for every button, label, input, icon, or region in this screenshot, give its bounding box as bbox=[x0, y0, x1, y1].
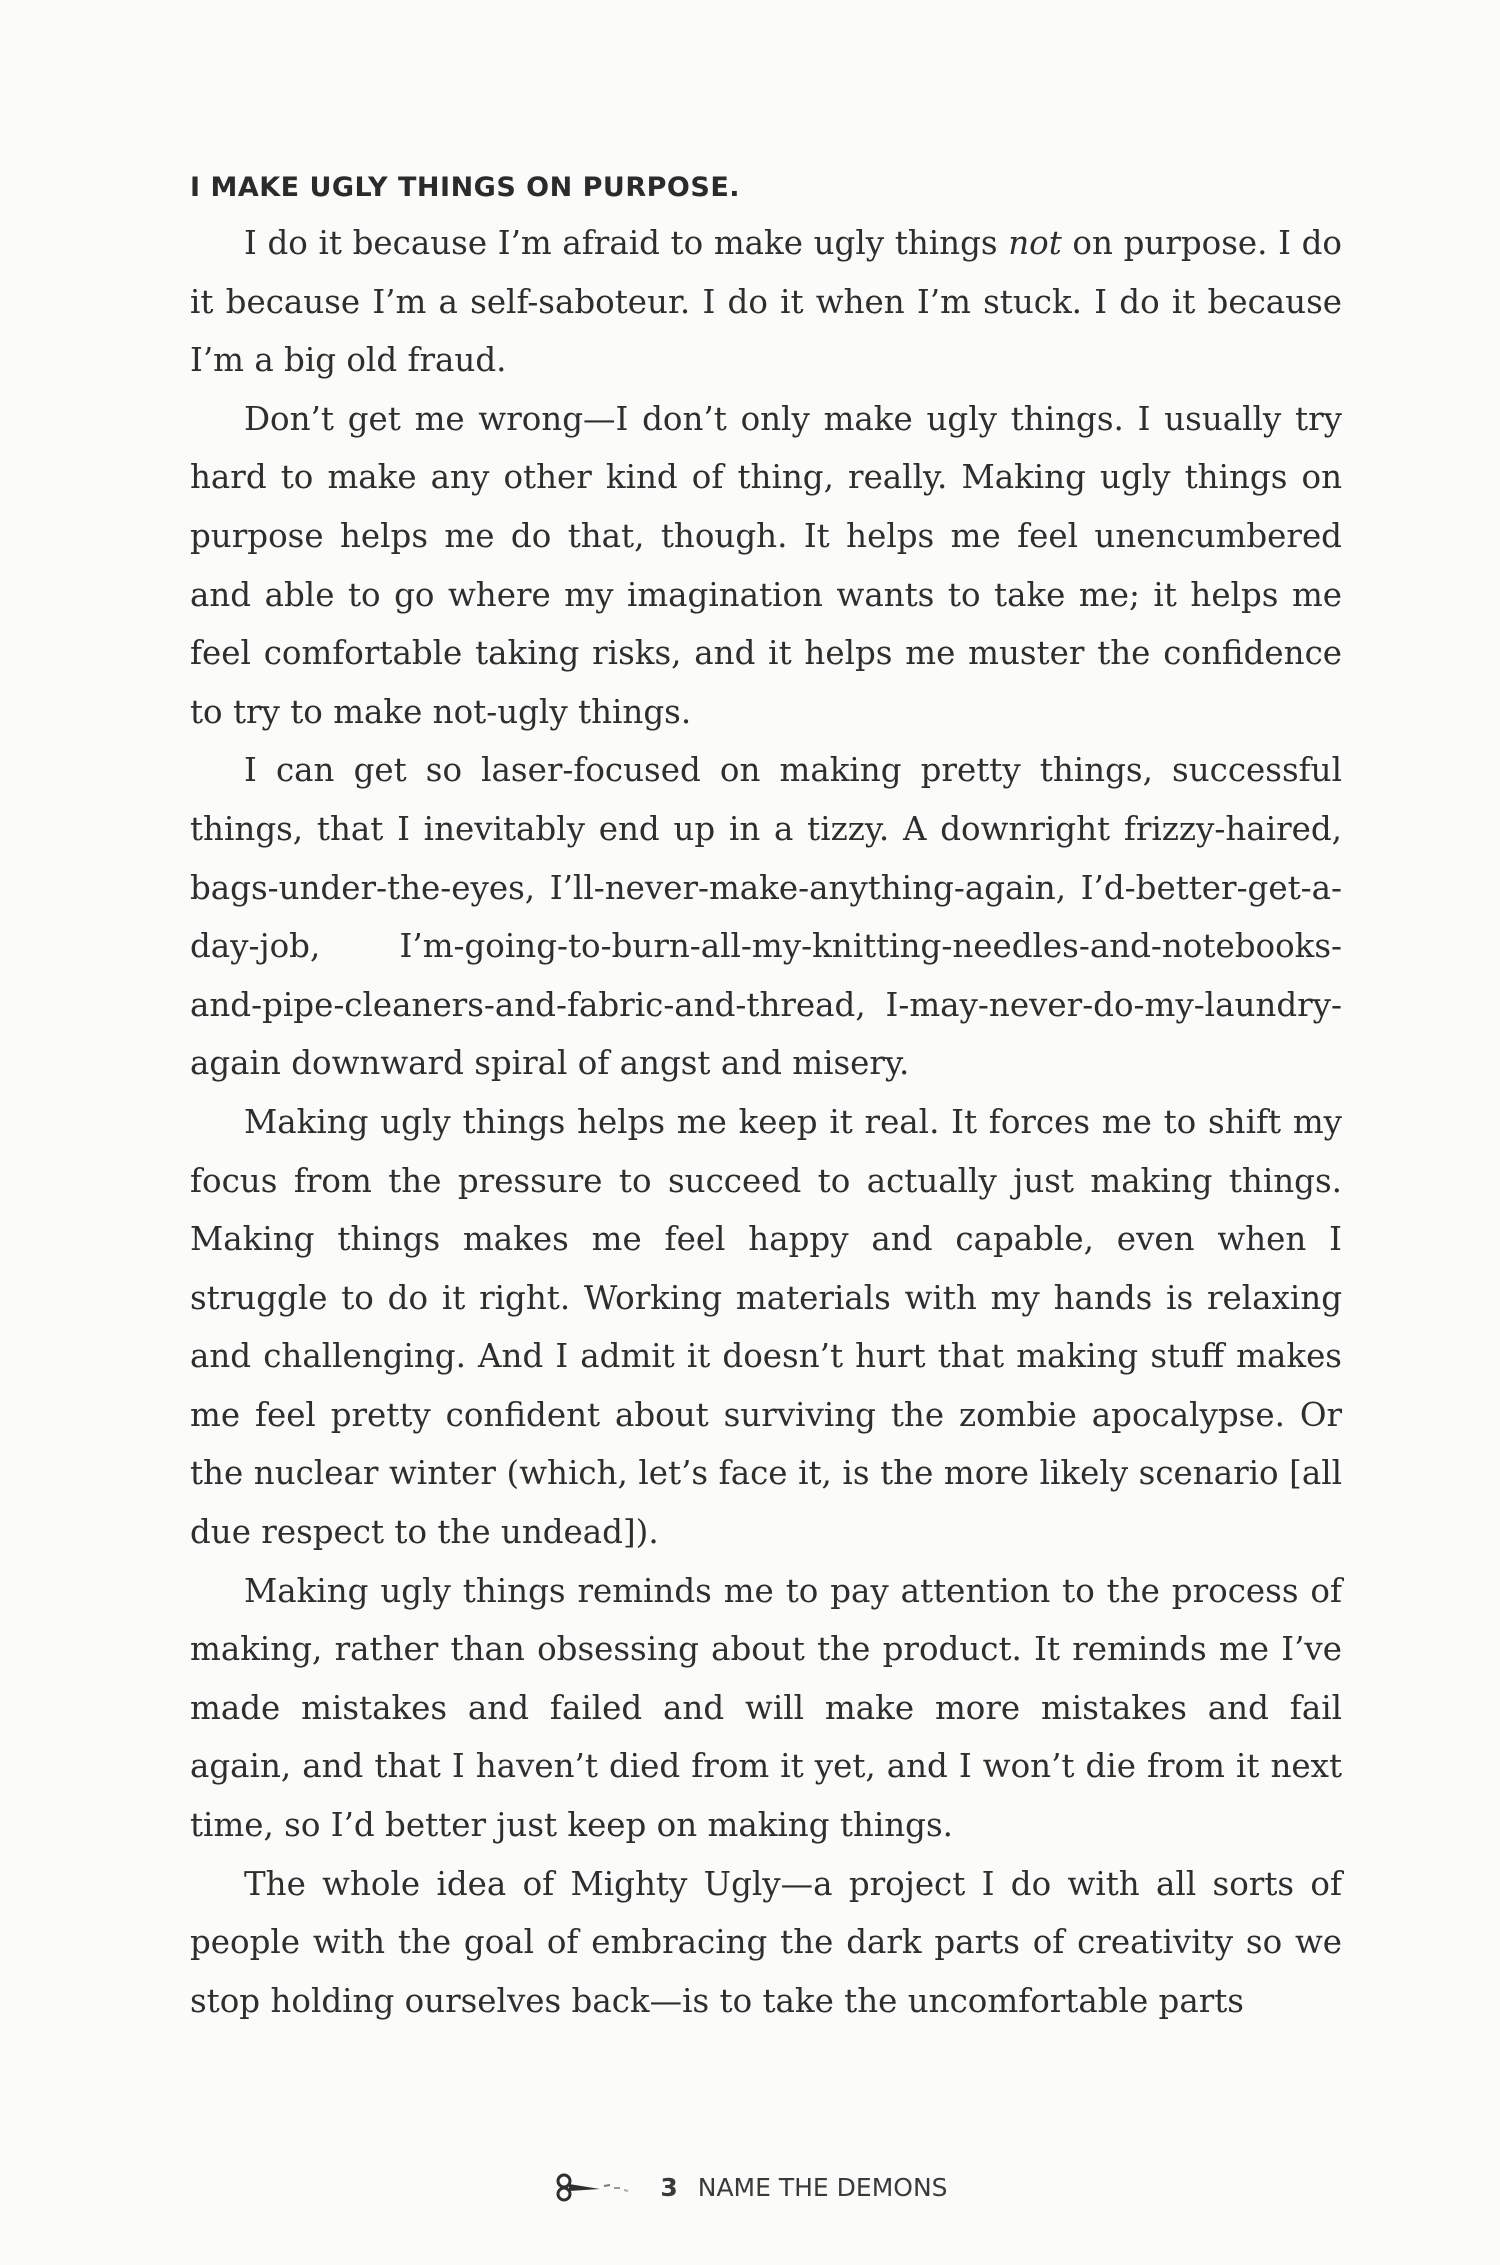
section-heading: I MAKE UGLY THINGS ON PURPOSE. bbox=[190, 172, 741, 203]
paragraph-6: The whole idea of Mighty Ugly—a project I do with all sorts of people with the goal of embracing the dark parts of creativity so we stop holding ourselves back—is to take the uncomfortable parts bbox=[190, 1864, 1342, 2020]
chapter-title: NAME THE DEMONS bbox=[697, 2173, 948, 2202]
paragraph-1: I do it because I’m afraid to make ugly things not on purpose. I do it because I’m a self-saboteur. I do it when I’m stuck. I do it because I’m a big old fraud. bbox=[190, 224, 1342, 380]
paragraph-4: Making ugly things helps me keep it real. It forces me to shift my focus from the pressure to succeed to actually just making things. Making things makes me feel happy and capable, even when I struggle to do it right. Working materials with my hands is relaxing and challenging. And I admit it doesn’t hurt that making stuff makes me feel pretty confident about surviving the zombie apocalypse. Or the nuclear winter (which, let’s face it, is the more likely scenario [all due respect to the undead]). bbox=[190, 1102, 1342, 1552]
paragraph-2: Don’t get me wrong—I don’t only make ugly things. I usually try hard to make any other kind of thing, really. Making ugly things on purpose helps me do that, though. It helps me feel unencumbered and able to go where my imagination wants to take me; it helps me feel comfortable taking risks, and it helps me muster the confidence to try to make not-ugly things. bbox=[190, 399, 1342, 731]
body-text bbox=[190, 214, 1342, 2030]
paragraph-3: I can get so laser-focused on making pretty things, successful things, that I inevitably end up in a tizzy. A downright frizzy-haired, bags-under-the-eyes, I’ll-never-make-anything-again, I’d-better-get-a-day-job, I’m-going-to-burn-all-my-knitting-needles-and-notebooks-and-pipe-cleaners-and-fabric-and-thread, I-may-never-do-my-laundry-again downward spiral of angst and misery. bbox=[190, 751, 1342, 1083]
scissors-icon bbox=[552, 2173, 646, 2202]
paragraph-5: Making ugly things reminds me to pay attention to the process of making, rather than obsessing about the product. It reminds me I’ve made mistakes and failed and will make more mistakes and fail again, and that I haven’t died from it yet, and I won’t die from it next time, so I’d better just keep on making things. bbox=[190, 1571, 1342, 1845]
emphasis-text: not bbox=[1008, 224, 1062, 262]
page-footer bbox=[0, 2172, 1500, 2202]
page-number: 3 bbox=[660, 2173, 678, 2202]
